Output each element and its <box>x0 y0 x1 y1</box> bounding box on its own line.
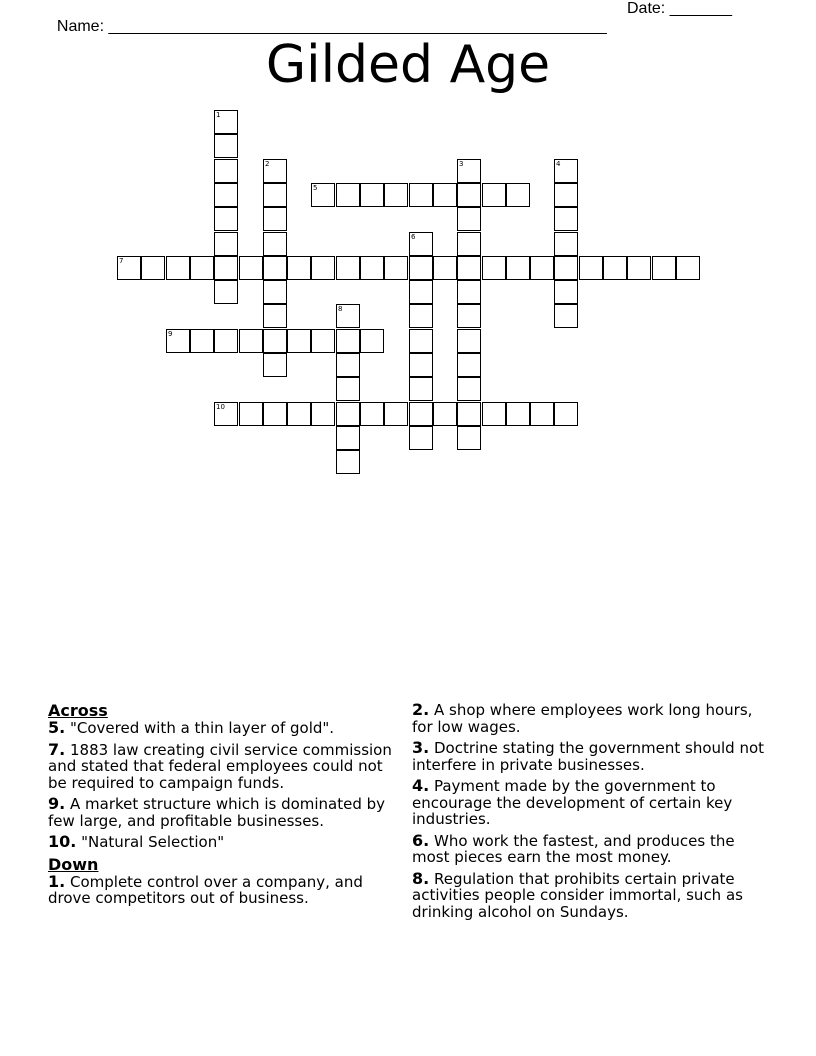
crossword-cell[interactable] <box>214 256 238 280</box>
crossword-cell[interactable] <box>409 256 433 280</box>
crossword-cell[interactable] <box>530 256 554 280</box>
crossword-cell[interactable] <box>433 183 457 207</box>
clue-item <box>412 868 772 921</box>
crossword-cell[interactable] <box>482 402 506 426</box>
crossword-cell[interactable] <box>287 402 311 426</box>
crossword-cell[interactable] <box>554 183 578 207</box>
crossword-cell[interactable] <box>311 329 335 353</box>
clue-number: 1. <box>48 871 66 891</box>
crossword-cell[interactable] <box>239 402 263 426</box>
crossword-cell[interactable] <box>287 329 311 353</box>
crossword-cell[interactable] <box>214 232 238 256</box>
clue-number: 4. <box>412 776 430 795</box>
crossword-cell[interactable] <box>311 183 335 207</box>
crossword-cell[interactable] <box>506 256 530 280</box>
crossword-cell[interactable] <box>239 329 263 353</box>
clue-number-label: 10 <box>216 403 225 411</box>
clue-number-label: 9 <box>168 330 173 338</box>
clue-text: Who work the fastest, and produces the most pieces earn the most money. <box>412 831 735 866</box>
clue-text: Regulation that prohibits certain private activities people consider immortal, such as drinking alcohol on Sundays. <box>412 869 743 921</box>
clue-text: Complete control over a company, and drove competitors out of business. <box>48 872 363 907</box>
crossword-cell[interactable] <box>166 329 190 353</box>
crossword-cell[interactable] <box>360 183 384 207</box>
crossword-cell[interactable] <box>579 256 603 280</box>
clue-number-label: 6 <box>411 233 416 241</box>
clue-text: "Covered with a thin layer of gold". <box>65 719 335 737</box>
crossword-cell[interactable] <box>214 280 238 304</box>
crossword-cell[interactable] <box>336 256 360 280</box>
crossword-cell[interactable] <box>311 256 335 280</box>
crossword-cell[interactable] <box>263 256 287 280</box>
clue-number: 5. <box>48 718 66 737</box>
clue-number: 6. <box>412 830 430 850</box>
crossword-cell[interactable] <box>409 232 433 256</box>
crossword-cell[interactable] <box>409 377 433 401</box>
crossword-cell[interactable] <box>263 402 287 426</box>
crossword-cell[interactable] <box>263 183 287 207</box>
crossword-cell[interactable] <box>214 402 238 426</box>
crossword-cell[interactable] <box>433 402 457 426</box>
clue-text: Doctrine stating the government should not interfere in private businesses. <box>412 739 765 774</box>
clue-number-label: 3 <box>459 160 464 168</box>
clue-item <box>412 830 772 866</box>
crossword-cell[interactable] <box>336 450 360 474</box>
clue-item <box>412 740 772 773</box>
crossword-cell[interactable] <box>190 329 214 353</box>
crossword-cell[interactable] <box>384 256 408 280</box>
clue-item <box>412 702 772 735</box>
crossword-cell[interactable] <box>214 110 238 134</box>
clue-text: Payment made by the government to encourage the development of certain key industries. <box>412 777 733 828</box>
crossword-grid <box>0 0 816 500</box>
crossword-cell[interactable] <box>554 159 578 183</box>
clue-item <box>48 796 393 829</box>
clue-number: 7. <box>48 739 66 759</box>
crossword-cell[interactable] <box>409 329 433 353</box>
crossword-cell[interactable] <box>457 426 481 450</box>
crossword-cell[interactable] <box>457 280 481 304</box>
crossword-cell[interactable] <box>263 232 287 256</box>
crossword-cell[interactable] <box>627 256 651 280</box>
clue-number-label: 7 <box>119 257 124 265</box>
clue-number-label: 1 <box>216 111 221 119</box>
down-heading: Down <box>48 854 99 874</box>
crossword-cell[interactable] <box>457 329 481 353</box>
crossword-cell[interactable] <box>554 280 578 304</box>
crossword-cell[interactable] <box>457 377 481 401</box>
crossword-cell[interactable] <box>239 256 263 280</box>
crossword-cell[interactable] <box>652 256 676 280</box>
clue-item <box>412 778 772 828</box>
crossword-cell[interactable] <box>263 304 287 328</box>
clue-number: 3. <box>412 738 430 757</box>
clue-number: 10. <box>48 832 77 851</box>
clue-item <box>48 720 393 737</box>
clue-text: A shop where employees work long hours, for low wages. <box>412 701 753 736</box>
crossword-cell[interactable] <box>336 183 360 207</box>
crossword-cell[interactable] <box>190 256 214 280</box>
clues-left-column <box>48 702 393 912</box>
crossword-cell[interactable] <box>360 256 384 280</box>
crossword-cell[interactable] <box>530 402 554 426</box>
date-field-label[interactable]: Date: _______ <box>627 0 732 17</box>
crossword-cell[interactable] <box>360 329 384 353</box>
clue-item <box>48 871 393 907</box>
crossword-cell[interactable] <box>336 426 360 450</box>
crossword-cell[interactable] <box>482 183 506 207</box>
crossword-cell[interactable] <box>457 256 481 280</box>
crossword-cell[interactable] <box>384 402 408 426</box>
crossword-cell[interactable] <box>263 329 287 353</box>
crossword-cell[interactable] <box>311 402 335 426</box>
clue-item <box>48 739 393 792</box>
crossword-cell[interactable] <box>554 207 578 231</box>
crossword-cell[interactable] <box>554 232 578 256</box>
down-clue-list-right <box>412 702 772 920</box>
crossword-cell[interactable] <box>457 159 481 183</box>
crossword-cell[interactable] <box>263 280 287 304</box>
crossword-cell[interactable] <box>457 353 481 377</box>
crossword-cell[interactable] <box>287 256 311 280</box>
page-title: Gilded Age <box>265 35 551 95</box>
clue-number-label: 4 <box>556 160 561 168</box>
crossword-cell[interactable] <box>457 207 481 231</box>
crossword-cell[interactable] <box>409 426 433 450</box>
crossword-cell[interactable] <box>214 159 238 183</box>
down-clue-list-left <box>48 871 393 907</box>
crossword-cell[interactable] <box>409 304 433 328</box>
clue-text: A market structure which is dominated by few large, and profitable businesses. <box>48 795 386 830</box>
name-field-label[interactable]: Name: ________________________________________________________ <box>56 18 607 35</box>
crossword-cell[interactable] <box>554 256 578 280</box>
clue-number-label: 8 <box>338 305 343 313</box>
crossword-cell[interactable] <box>117 256 141 280</box>
clue-number-label: 5 <box>313 184 318 192</box>
crossword-cell[interactable] <box>409 353 433 377</box>
across-clue-list <box>48 720 393 851</box>
crossword-cell[interactable] <box>409 280 433 304</box>
crossword-cell[interactable] <box>214 183 238 207</box>
crossword-cell[interactable] <box>336 402 360 426</box>
crossword-cell[interactable] <box>263 353 287 377</box>
crossword-cell[interactable] <box>676 256 700 280</box>
crossword-cell[interactable] <box>433 256 457 280</box>
clue-number: 8. <box>412 868 430 888</box>
crossword-cell[interactable] <box>263 159 287 183</box>
clue-number: 2. <box>412 700 430 719</box>
clue-number-label: 2 <box>265 160 270 168</box>
crossword-cell[interactable] <box>603 256 627 280</box>
crossword-cell[interactable] <box>409 402 433 426</box>
clue-number: 9. <box>48 794 66 813</box>
crossword-cell[interactable] <box>336 329 360 353</box>
crossword-cell[interactable] <box>336 353 360 377</box>
crossword-cell[interactable] <box>141 256 165 280</box>
clues-right-column <box>412 702 772 925</box>
crossword-cell[interactable] <box>482 256 506 280</box>
crossword-cell[interactable] <box>214 207 238 231</box>
clue-item <box>48 834 393 851</box>
crossword-cell[interactable] <box>336 304 360 328</box>
crossword-cell[interactable] <box>214 134 238 158</box>
crossword-cell[interactable] <box>506 402 530 426</box>
crossword-cell[interactable] <box>166 256 190 280</box>
crossword-cell[interactable] <box>263 207 287 231</box>
crossword-cell[interactable] <box>457 402 481 426</box>
across-heading: Across <box>48 701 108 720</box>
crossword-cell[interactable] <box>506 183 530 207</box>
clue-text: 1883 law creating civil service commission and stated that federal employees could not be required to campaign funds. <box>48 740 392 792</box>
crossword-cell[interactable] <box>457 183 481 207</box>
crossword-cell[interactable] <box>554 402 578 426</box>
crossword-cell[interactable] <box>214 329 238 353</box>
crossword-cell[interactable] <box>384 183 408 207</box>
crossword-cell[interactable] <box>457 232 481 256</box>
crossword-cell[interactable] <box>360 402 384 426</box>
crossword-cell[interactable] <box>409 183 433 207</box>
crossword-cell[interactable] <box>336 377 360 401</box>
crossword-cell[interactable] <box>457 304 481 328</box>
clue-text: "Natural Selection" <box>76 833 225 851</box>
crossword-cell[interactable] <box>554 304 578 328</box>
